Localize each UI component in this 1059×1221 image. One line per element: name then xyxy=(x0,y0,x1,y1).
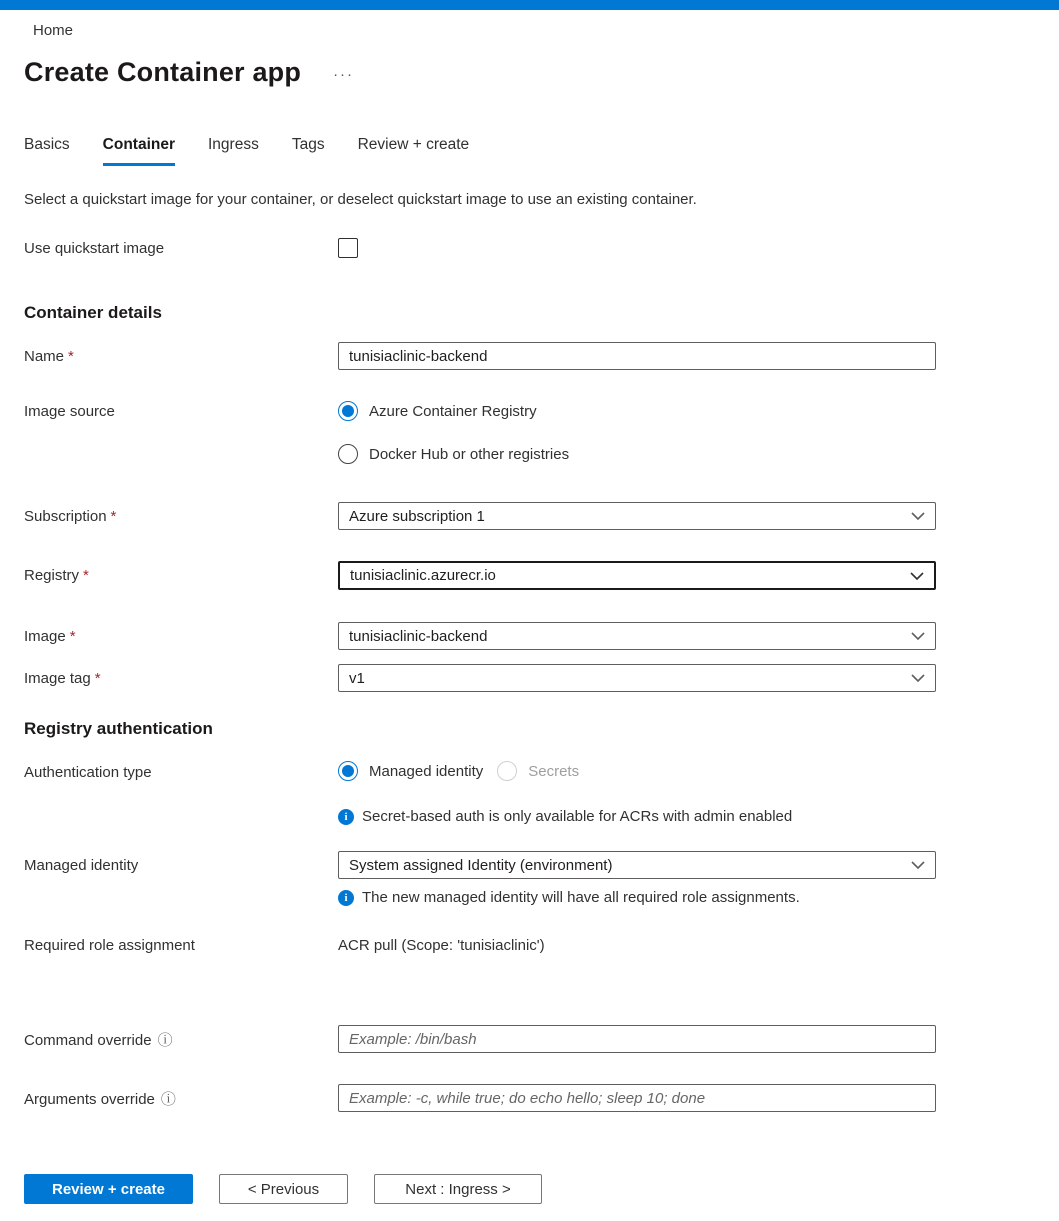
image-tag-label: Image tag * xyxy=(24,669,101,687)
required-marker: * xyxy=(110,507,117,525)
image-label: Image * xyxy=(24,627,76,645)
radio-selected-icon xyxy=(338,761,358,781)
chevron-down-icon xyxy=(910,570,924,582)
name-label: Name * xyxy=(24,347,74,365)
wizard-footer xyxy=(24,1174,542,1204)
info-icon xyxy=(338,809,354,825)
registry-dropdown[interactable]: tunisiaclinic.azurecr.io xyxy=(338,561,936,590)
subscription-dropdown[interactable]: Azure subscription 1 xyxy=(338,502,936,530)
required-marker: * xyxy=(68,347,74,365)
image-source-label: Image source xyxy=(24,403,115,420)
page-title: Create Container app xyxy=(24,56,302,87)
radio-docker-hub[interactable]: Docker Hub or other registries xyxy=(338,444,936,464)
radio-unselected-icon xyxy=(338,444,358,464)
required-role-assignment-label: Required role assignment xyxy=(24,937,195,954)
more-options-icon[interactable]: ··· xyxy=(333,65,355,83)
image-tag-dropdown[interactable]: v1 xyxy=(338,664,936,692)
section-container-details: Container details xyxy=(24,303,162,322)
managed-identity-dropdown[interactable]: System assigned Identity (environment) xyxy=(338,851,936,879)
arguments-override-label: Arguments override ⓘ xyxy=(24,1088,338,1109)
required-marker: * xyxy=(83,567,89,584)
review-create-button[interactable]: Review + create xyxy=(24,1174,193,1204)
required-role-assignment-value: ACR pull (Scope: 'tunisiaclinic') xyxy=(338,937,545,954)
info-tooltip-icon[interactable]: ⓘ xyxy=(157,1031,173,1049)
chevron-down-icon xyxy=(911,859,925,871)
name-input[interactable] xyxy=(338,342,936,370)
radio-azure-container-registry[interactable]: Azure Container Registry xyxy=(338,401,936,421)
authentication-type-label: Authentication type xyxy=(24,764,152,781)
registry-label: Registry * xyxy=(24,567,89,584)
breadcrumb-home[interactable]: Home xyxy=(33,22,74,39)
tab-basics[interactable]: Basics xyxy=(24,136,70,153)
info-tooltip-icon[interactable]: ⓘ xyxy=(160,1090,176,1108)
previous-button[interactable]: < Previous xyxy=(219,1174,348,1204)
required-marker: * xyxy=(94,669,101,687)
tab-container[interactable]: Container xyxy=(103,136,175,166)
chevron-down-icon xyxy=(911,630,925,642)
intro-text: Select a quickstart image for your container, or deselect quickstart image to use an existing container. xyxy=(24,191,697,208)
arguments-override-input[interactable] xyxy=(338,1084,936,1112)
use-quickstart-image-checkbox[interactable] xyxy=(338,238,358,258)
next-ingress-button[interactable]: Next : Ingress > xyxy=(374,1174,542,1204)
subscription-label: Subscription * xyxy=(24,507,117,525)
chevron-down-icon xyxy=(911,672,925,684)
tab-review-create[interactable]: Review + create xyxy=(357,136,470,153)
radio-selected-icon xyxy=(338,401,358,421)
required-marker: * xyxy=(69,627,76,645)
managed-identity-info-text: The new managed identity will have all required role assignments. xyxy=(362,889,800,906)
portal-top-bar xyxy=(0,0,1059,10)
tab-tags[interactable]: Tags xyxy=(291,136,325,153)
managed-identity-label: Managed identity xyxy=(24,857,139,874)
command-override-input[interactable] xyxy=(338,1025,936,1053)
chevron-down-icon xyxy=(911,510,925,522)
radio-managed-identity[interactable]: Managed identity xyxy=(338,761,483,781)
auth-info-text: Secret-based auth is only available for ACRs with admin enabled xyxy=(362,808,793,825)
tab-ingress[interactable]: Ingress xyxy=(208,136,259,153)
wizard-tabs xyxy=(24,136,1035,166)
radio-secrets: Secrets xyxy=(497,761,579,781)
radio-disabled-icon xyxy=(497,761,517,781)
section-registry-authentication: Registry authentication xyxy=(24,719,213,738)
image-dropdown[interactable]: tunisiaclinic-backend xyxy=(338,622,936,650)
command-override-label: Command override ⓘ xyxy=(24,1029,338,1050)
info-icon xyxy=(338,890,354,906)
quickstart-label: Use quickstart image xyxy=(24,239,165,257)
